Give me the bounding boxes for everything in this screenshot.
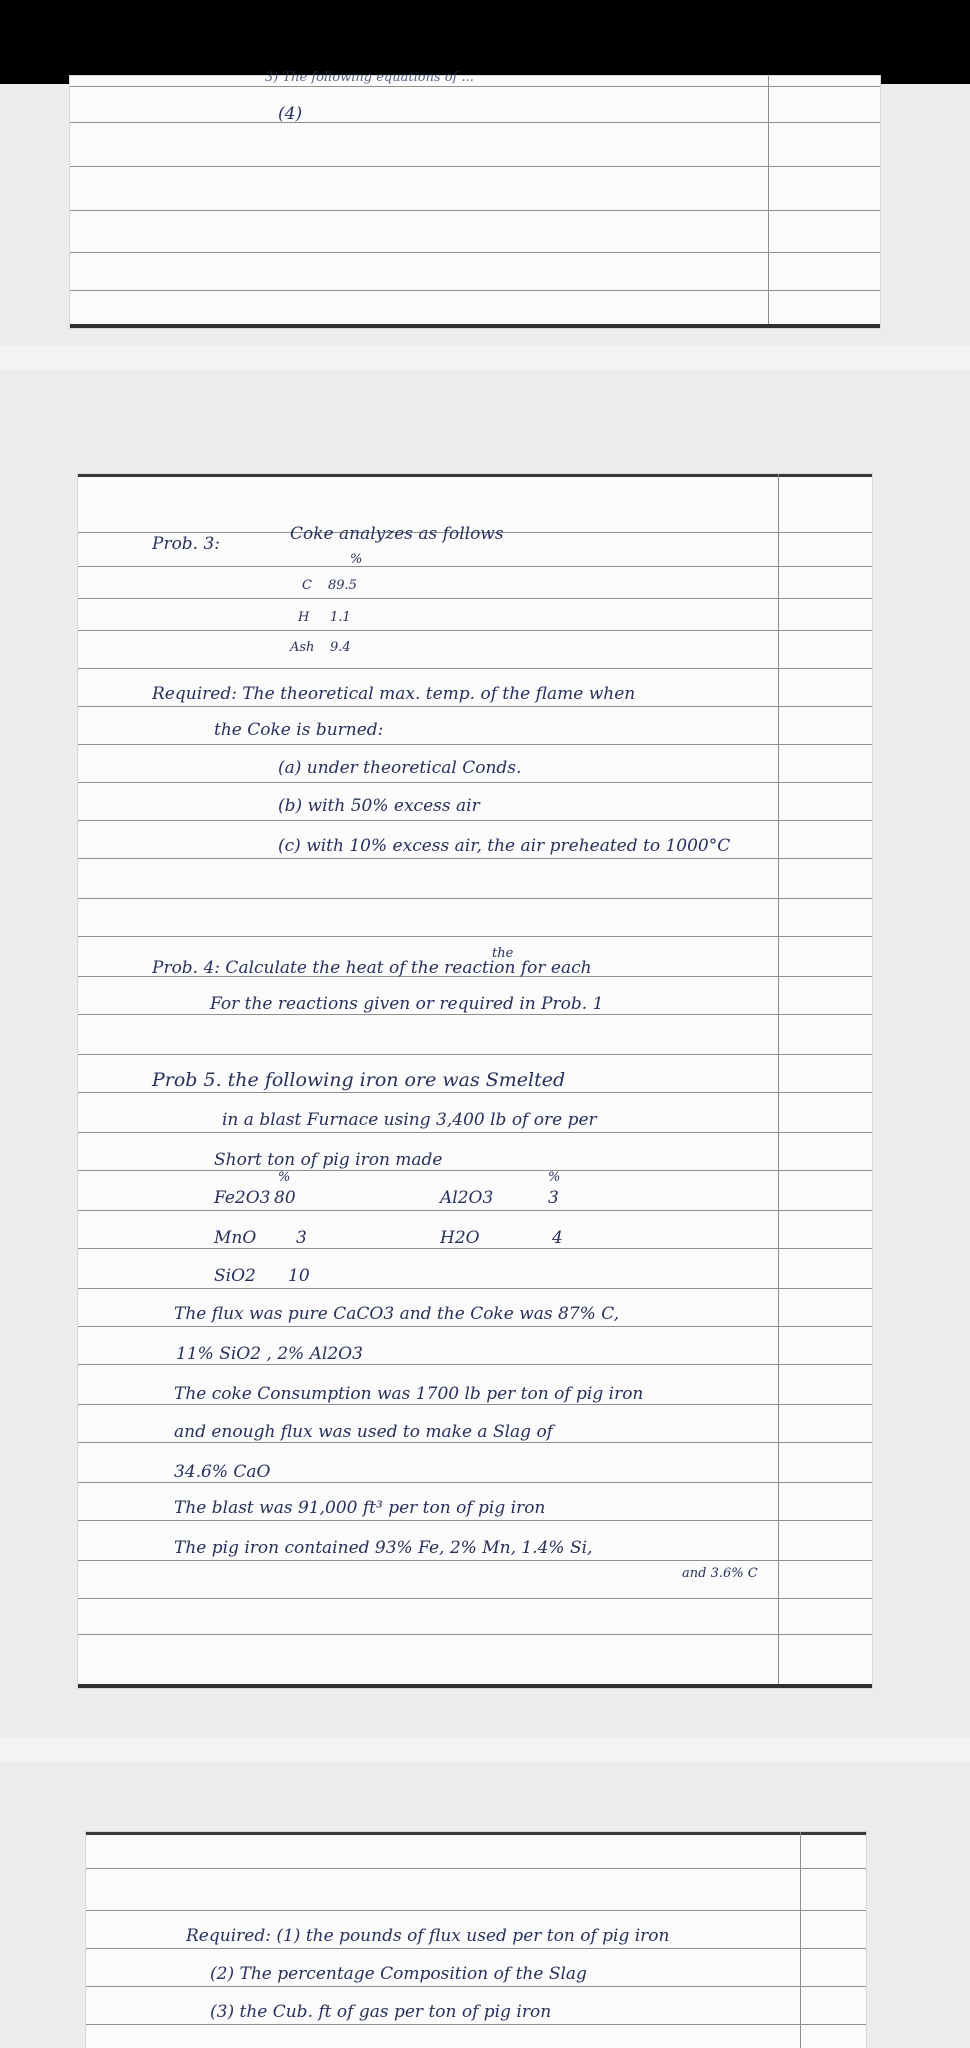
ore-el: Al2O3 xyxy=(440,1188,494,1208)
ore-val: 10 xyxy=(288,1266,310,1286)
prob5-line-2: in a blast Furnace using 3,400 lb of ore per xyxy=(222,1110,597,1130)
page-2 xyxy=(78,474,872,1688)
ore-val: 4 xyxy=(552,1228,563,1248)
top-bar xyxy=(0,0,970,84)
ore-el: H2O xyxy=(440,1228,480,1248)
prob3-part-b: (b) with 50% excess air xyxy=(278,796,480,816)
ore-val: 3 xyxy=(548,1188,559,1208)
prob5-coke-3: 34.6% CaO xyxy=(174,1462,271,1482)
ore-pct-right: % xyxy=(548,1170,561,1185)
ore-el: SiO2 xyxy=(214,1266,256,1286)
prob5-pig-2: and 3.6% C xyxy=(682,1566,758,1581)
prob3-row-val: 1.1 xyxy=(330,610,351,625)
prob3-part-c: (c) with 10% excess air, the air preheated to 1000°C xyxy=(278,836,731,856)
prob4-line-1: Prob. 4: Calculate the heat of the reaction for each xyxy=(152,958,592,978)
prob3-row-val: 89.5 xyxy=(328,578,357,593)
page-1 xyxy=(70,70,880,328)
page3-required-2: (2) The percentage Composition of the Slag xyxy=(210,1964,587,1984)
prob5-coke-1: The coke Consumption was 1700 lb per ton of pig iron xyxy=(174,1384,644,1404)
ore-el: MnO xyxy=(214,1228,257,1248)
prob3-label: Prob. 3: xyxy=(152,534,221,554)
prob4-line-2: For the reactions given or required in Prob. 1 xyxy=(210,994,604,1014)
page-3 xyxy=(86,1832,866,2048)
prob5-flux-2: 11% SiO2 , 2% Al2O3 xyxy=(176,1344,363,1364)
ore-el: Fe2O3 xyxy=(214,1188,271,1208)
prob5-line-3: Short ton of pig iron made xyxy=(214,1150,443,1170)
page3-required-3: (3) the Cub. ft of gas per ton of pig iron xyxy=(210,2002,552,2022)
prob3-row-el: H xyxy=(298,610,310,625)
prob3-row-el: C xyxy=(302,578,312,593)
prob5-flux-1: The flux was pure CaCO3 and the Coke was 87% C, xyxy=(174,1304,620,1324)
prob5-coke-2: and enough flux was used to make a Slag of xyxy=(174,1422,553,1442)
prob5-pig-1: The pig iron contained 93% Fe, 2% Mn, 1.4% Si, xyxy=(174,1538,593,1558)
prob3-percent-header: % xyxy=(350,552,363,567)
prob3-row-el: Ash xyxy=(290,640,315,655)
prob3-part-a: (a) under theoretical Conds. xyxy=(278,758,522,778)
ore-val: 3 xyxy=(296,1228,307,1248)
prob3-row-val: 9.4 xyxy=(330,640,351,655)
page1-partial-line: 3) The following equations of ... xyxy=(265,70,474,85)
ore-pct-left: % xyxy=(278,1170,291,1185)
prob3-intro: Coke analyzes as follows xyxy=(290,524,504,544)
prob5-line-1: Prob 5. the following iron ore was Smelted xyxy=(152,1069,566,1091)
prob3-required-1: Required: The theoretical max. temp. of the flame when xyxy=(152,684,636,704)
ore-val: 80 xyxy=(274,1188,296,1208)
prob4-insert: the xyxy=(492,946,514,961)
prob5-blast: The blast was 91,000 ft³ per ton of pig iron xyxy=(174,1498,546,1518)
page1-item-number: (4) xyxy=(278,104,303,124)
prob3-required-2: the Coke is burned: xyxy=(214,720,384,740)
page3-required-1: Required: (1) the pounds of flux used per ton of pig iron xyxy=(186,1926,670,1946)
